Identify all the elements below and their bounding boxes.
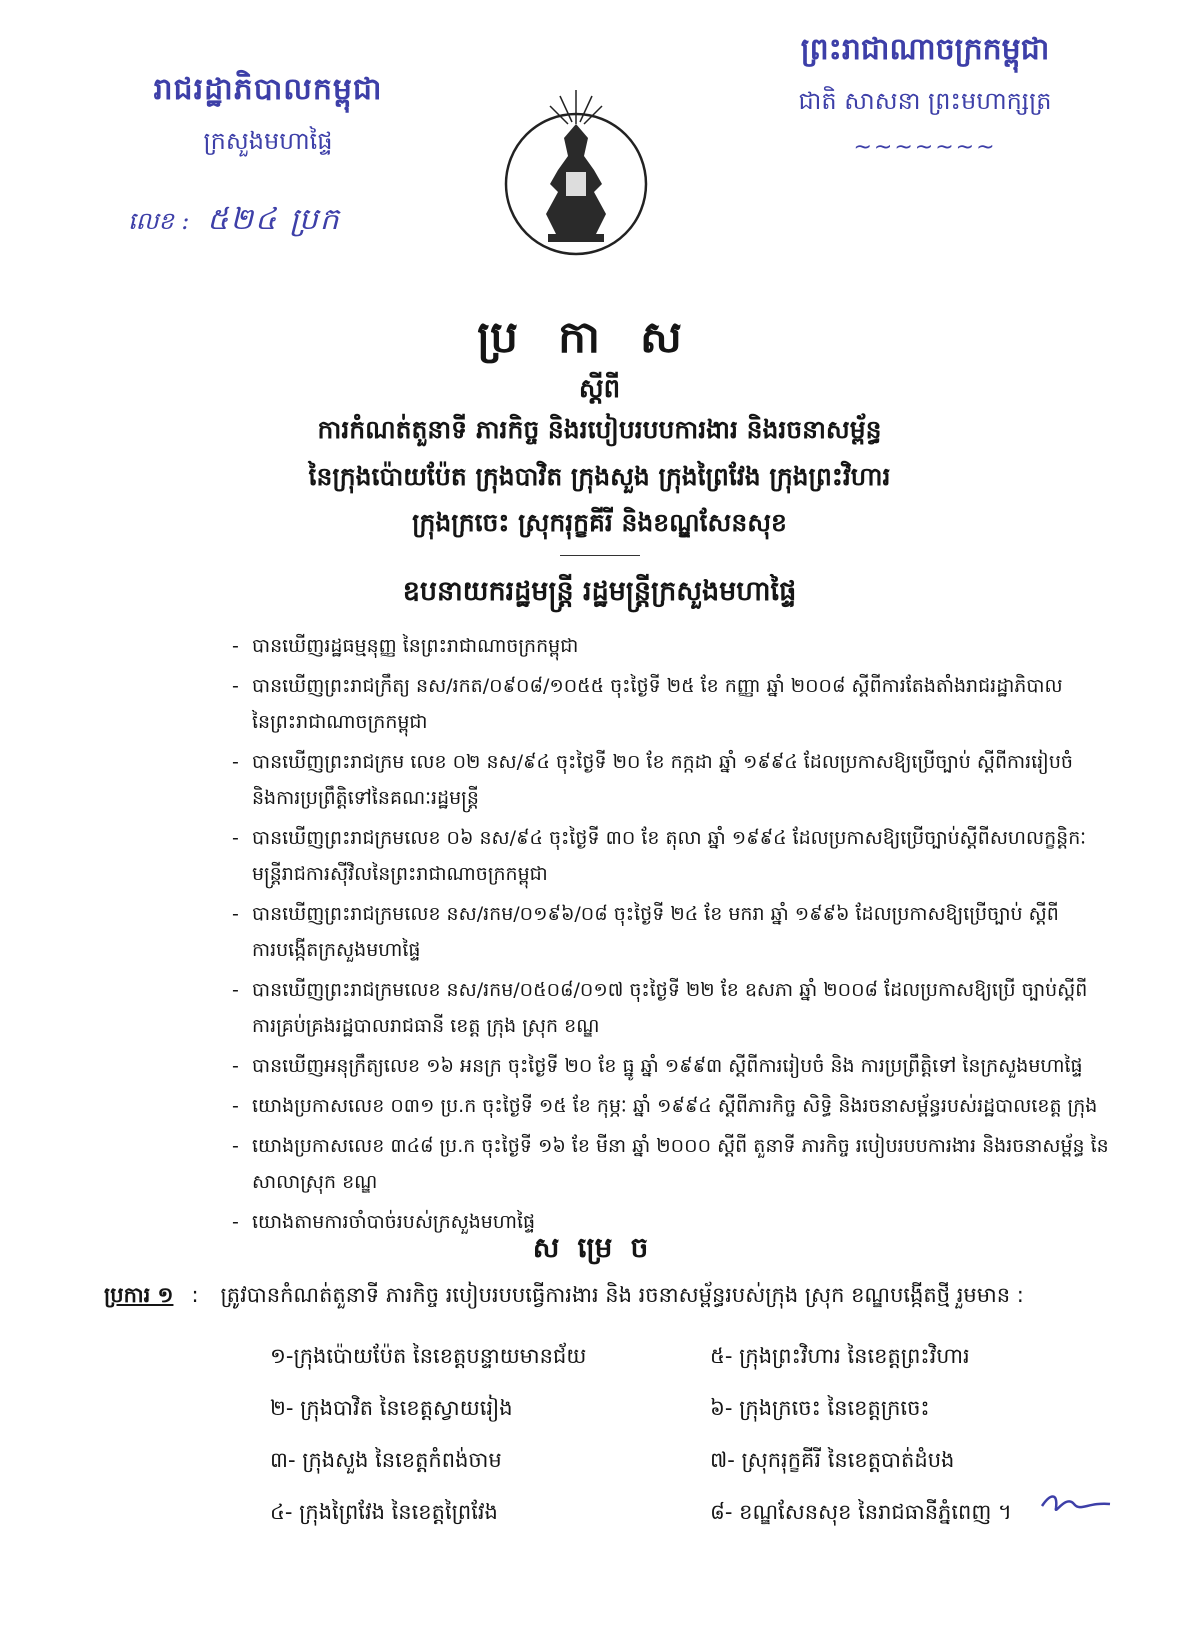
bullet-dash: - <box>232 827 239 849</box>
reference-text: យោងតាមការចាំបាច់របស់ក្រសួងមហាផ្ទៃ <box>252 1211 536 1233</box>
municipality-item: ៣- ក្រុងសួង នៃខេត្តកំពង់ចាម <box>270 1448 502 1472</box>
bullet-dash: - <box>232 1055 239 1077</box>
subject-line-2: នៃក្រុងប៉ោយប៉ែត ក្រុងបាវិត ក្រុងសួង ក្រុងព្រៃវែង ក្រុងព្រះវិហារ <box>308 462 891 491</box>
article-colon: : <box>191 1283 199 1307</box>
reference-label: លេខ : <box>128 207 190 235</box>
municipality-item: ៨- ខណ្ឌសែនសុខ នៃរាជធានីភ្នំពេញ ។ <box>710 1500 1012 1524</box>
bullet-dash: - <box>232 751 239 773</box>
kingdom-header <box>760 30 1090 160</box>
bullet-dash: - <box>232 903 239 925</box>
reference-item <box>232 1128 1162 1200</box>
reference-item <box>232 668 1162 740</box>
new-municipalities-list-right <box>710 1330 1012 1538</box>
reference-item <box>232 1088 1162 1124</box>
issuing-minister: ឧបនាយករដ្ឋមន្ត្រី រដ្ឋមន្ត្រីក្រសួងមហាផ្ទៃ <box>402 576 797 607</box>
reference-text: បានឃើញព្រះរាជក្រម លេខ ០២ នស/៩៤ ចុះថ្ងៃទី ២០ ខែ កក្កដា ឆ្នាំ ១៩៩៤ ដែលប្រកាសឱ្យប្រើច្បាប់ ស្តីពីការរៀបចំ <box>252 751 1073 773</box>
bullet-dash: - <box>232 1211 239 1233</box>
bullet-dash: - <box>232 635 239 657</box>
subject-line-1: ការកំណត់តួនាទី ភារកិច្ច និងរបៀបរបបការងារ និងរចនាសម្ព័ន្ធ <box>317 415 882 444</box>
reference-item <box>232 1048 1162 1084</box>
document-title: ប្រកាស <box>477 312 722 363</box>
municipality-item: ២- ក្រុងបាវិត នៃខេត្តស្វាយរៀង <box>270 1396 513 1420</box>
reference-text: បានឃើញព្រះរាជក្រមលេខ ០៦ នស/៩៤ ចុះថ្ងៃទី ៣០ ខែ តុលា ឆ្នាំ ១៩៩៤ ដែលប្រកាសឱ្យប្រើច្បាប់ស្តីពីសហលក្ខន្តិកៈ <box>252 827 1087 849</box>
reference-text: បានឃើញព្រះរាជក្រឹត្យ នស/រកត/០៩០៨/១០៥៥ ចុះថ្ងៃទី ២៥ ខែ កញ្ញា ឆ្នាំ ២០០៨ ស្តីពីការតែងតាំងរាជរដ្ឋាភិបាល <box>252 675 1063 697</box>
kingdom-name: ព្រះរាជាណាចក្រកម្ពុជា <box>800 32 1050 67</box>
article-label: ប្រការ ១ <box>104 1283 174 1307</box>
reference-text: បានឃើញព្រះរាជក្រមលេខ នស/រកម/០១៩៦/០៨ ចុះថ្ងៃទី ២៤ ខែ មករា ឆ្នាំ ១៩៩៦ ដែលប្រកាសឱ្យប្រើច្បាប់ ស្តីពី <box>252 903 1059 925</box>
title-about: ស្តីពី <box>578 374 621 404</box>
reference-item <box>232 972 1162 1044</box>
reference-continuation: និងការប្រព្រឹត្តិទៅនៃគណៈរដ្ឋមន្ត្រី <box>252 787 479 809</box>
article-text: ត្រូវបានកំណត់តួនាទី ភារកិច្ច របៀបរបបធ្វើការងារ និង រចនាសម្ព័ន្ធរបស់ក្រុង ស្រុក ខណ្ឌបង្កើតថ្មី រួមមាន : <box>220 1283 1024 1307</box>
ministry-name: ក្រសួងមហាផ្ទៃ <box>203 127 333 155</box>
municipality-item: ៦- ក្រុងក្រចេះ នៃខេត្តក្រចេះ <box>710 1396 930 1420</box>
reference-continuation: ការគ្រប់គ្រងរដ្ឋបាលរាជធានី ខេត្ត ក្រុង ស្រុក ខណ្ឌ <box>252 1015 600 1037</box>
sender-header <box>118 70 418 161</box>
article-1 <box>104 1282 1184 1313</box>
reference-item <box>232 896 1162 968</box>
ornament-divider: ~~~~~~~ <box>853 135 997 160</box>
bullet-dash: - <box>232 1135 239 1157</box>
reference-continuation: មន្ត្រីរាជការស៊ីវិលនៃព្រះរាជាណាចក្រកម្ពុជា <box>252 863 548 885</box>
subject-line-3: ក្រុងក្រចេះ ស្រុករុក្ខគីរី និងខណ្ឌសែនសុខ <box>412 508 787 537</box>
municipality-item: ៥- ក្រុងព្រះវិហារ នៃខេត្តព្រះវិហារ <box>710 1344 970 1368</box>
bullet-dash: - <box>232 979 239 1001</box>
reference-text: បានឃើញអនុក្រឹត្យលេខ ១៦ អនក្រ ចុះថ្ងៃទី ២០ ខែ ធ្នូ ឆ្នាំ ១៩៩៣ ស្តីពីការរៀបចំ និង ការប្រព្រឹត្តិទៅ នៃក្រសួងមហាផ្ទៃ <box>252 1055 1083 1077</box>
signature-initials-icon <box>1036 1486 1116 1520</box>
reference-text: យោងប្រកាសលេខ ០៣១ ប្រ.ក ចុះថ្ងៃទី ១៥ ខែ កុម្ភៈ ឆ្នាំ ១៩៩៤ ស្តីពីភារកិច្ច សិទ្ធិ និងរចនាសម្ព័ន្ធរបស់រដ្ឋបាលខេត្ត ក្រុង <box>252 1095 1098 1117</box>
bullet-dash: - <box>232 1095 239 1117</box>
reference-continuation: នៃព្រះរាជាណាចក្រកម្ពុជា <box>252 711 428 733</box>
reference-number <box>128 200 341 244</box>
bullet-dash: - <box>232 675 239 697</box>
decision-heading: សម្រេច <box>532 1231 667 1264</box>
royal-seal-emblem-icon <box>502 84 650 256</box>
reference-continuation: សាលាស្រុក ខណ្ឌ <box>252 1171 378 1193</box>
government-name: រាជរដ្ឋាភិបាលកម្ពុជា <box>153 72 383 107</box>
reference-item <box>232 628 1162 664</box>
reference-text: បានឃើញរដ្ឋធម្មនុញ្ញ នៃព្រះរាជាណាចក្រកម្ពុជា <box>252 635 579 657</box>
municipality-item: ១-ក្រុងប៉ោយប៉ែត នៃខេត្តបន្ទាយមានជ័យ <box>270 1344 587 1368</box>
reference-item <box>232 744 1162 816</box>
reference-continuation: ការបង្កើតក្រសួងមហាផ្ទៃ <box>252 939 421 961</box>
new-municipalities-list-left <box>270 1330 586 1538</box>
municipality-item: ៧- ស្រុករុក្ខគីរី នៃខេត្តបាត់ដំបង <box>710 1448 955 1472</box>
reference-text: យោងប្រកាសលេខ ៣៤៨ ប្រ.ក ចុះថ្ងៃទី ១៦ ខែ មីនា ឆ្នាំ ២០០០ ស្តីពី តួនាទី ភារកិច្ច របៀបរបបការងារ និងរចនាសម្ព័ន្ធ នៃ <box>252 1135 1109 1157</box>
national-motto: ជាតិ សាសនា ព្រះមហាក្សត្រ <box>798 87 1052 115</box>
reference-text: បានឃើញព្រះរាជក្រមលេខ នស/រកម/០៥០៨/០១៧ ចុះថ្ងៃទី ២២ ខែ ឧសភា ឆ្នាំ ២០០៨ ដែលប្រកាសឱ្យប្រើ ច្បាប់ស្តីពី <box>252 979 1088 1001</box>
reference-value: ៥២៤ ប្រក <box>207 202 341 237</box>
title-divider <box>560 555 640 556</box>
municipality-item: ៤- ក្រុងព្រៃវែង នៃខេត្តព្រៃវែង <box>270 1500 498 1524</box>
legal-references-list <box>232 628 1162 1244</box>
reference-item <box>232 820 1162 892</box>
